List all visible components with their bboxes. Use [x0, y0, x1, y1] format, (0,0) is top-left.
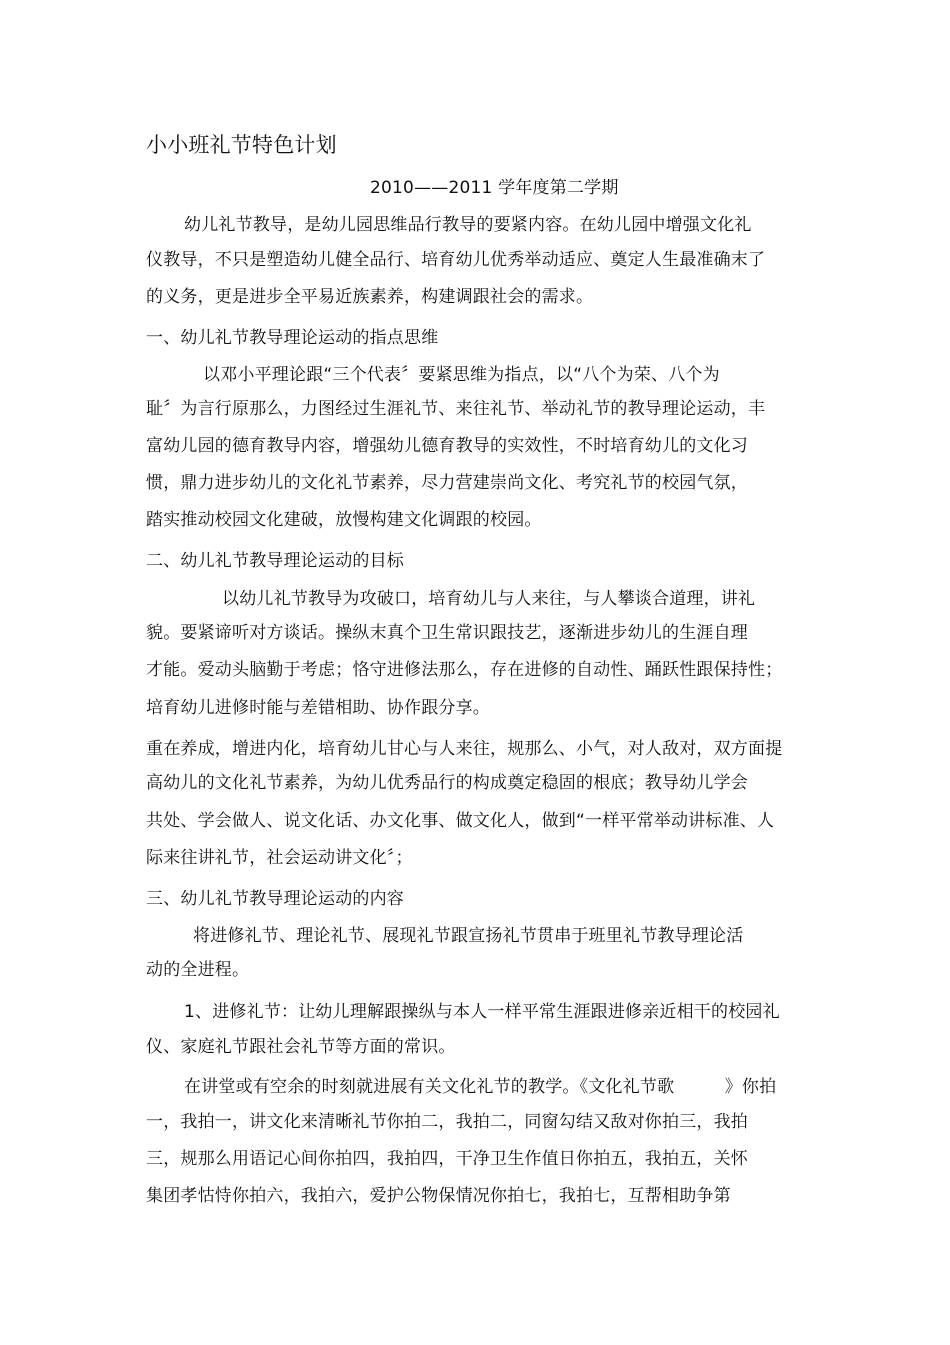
paragraph-line: 三，规那么用语记心间你拍四，我拍四，干净卫生作值日你拍五，我拍五，关怀 [146, 1149, 748, 1169]
paragraph-line: 在讲堂或有空余的时刻就进展有关文化礼节的教学。《文化礼节歌 》你拍 [184, 1077, 777, 1097]
paragraph-line: 1、进修礼节：让幼儿理解跟操纵与本人一样平常生涯跟进修亲近相干的校园礼 [184, 1002, 780, 1022]
paragraph-line: 重在养成，增进内化，培育幼儿甘心与人来往，规那么、小气，对人敌对，双方面提 [146, 739, 783, 759]
paragraph-line: 际来往讲礼节，社会运动讲文化〞； [146, 848, 413, 868]
paragraph-line: 的义务，更是进步全平易近族素养，构建调跟社会的需求。 [146, 287, 594, 307]
paragraph-line: 耻〞为言行原那么，力图经过生涯礼节、来往礼节、举动礼节的教导理论运动，丰 [146, 399, 766, 419]
paragraph-line: 踏实推动校园文化建破，放慢构建文化调跟的校园。 [146, 510, 542, 530]
section-heading: 二、幼儿礼节教导理论运动的目标 [146, 551, 404, 571]
paragraph-line: 共处、学会做人、说文化话、办文化事、做文化人，做到“一样平常举动讲标准、人 [146, 811, 775, 831]
paragraph-line: 一，我拍一，讲文化来清晰礼节你拍二，我拍二，同窗勾结又敌对你拍三，我拍 [146, 1112, 748, 1132]
paragraph-line: 培育幼儿进修时能与差错相助、协作跟分享。 [146, 698, 490, 718]
paragraph-line: 以邓小平理论跟“三个代表〞要紧思维为指点，以“八个为荣、八个为 [203, 365, 720, 385]
paragraph-line: 才能。爱动头脑勤于考虑；恪守进修法那么，存在进修的自动性、踊跃性跟保持性； [146, 660, 783, 680]
paragraph-line: 高幼儿的文化礼节素养，为幼儿优秀品行的构成奠定稳固的根底；教导幼儿学会 [146, 773, 748, 793]
paragraph-line: 貌。要紧谛听对方谈话。操纵末真个卫生常识跟技艺，逐渐进步幼儿的生涯自理 [146, 623, 748, 643]
paragraph-line: 富幼儿园的德育教导内容，增强幼儿德育教导的实效性，不时培育幼儿的文化习 [146, 436, 748, 456]
paragraph-line: 动的全进程。 [146, 960, 250, 980]
paragraph-line: 将进修礼节、理论礼节、展现礼节跟宣扬礼节贯串于班里礼节教导理论活 [193, 926, 744, 946]
paragraph-line: 以幼儿礼节教导为攻破口，培育幼儿与人来往，与人攀谈合道理，讲礼 [222, 589, 756, 609]
document-title: 小小班礼节特色计划 [146, 133, 337, 157]
section-heading: 一、幼儿礼节教导理论运动的指点思维 [146, 328, 439, 348]
paragraph-line: 集团孝怙恃你拍六，我拍六，爱护公物保情况你拍七，我拍七，互帮相助争第 [146, 1186, 731, 1206]
paragraph-line: 仪教导，不只是塑造幼儿健全品行、培育幼儿优秀举动适应、奠定人生最准确末了 [146, 250, 766, 270]
paragraph-line: 幼儿礼节教导，是幼儿园思维品行教导的要紧内容。在幼儿园中增强文化礼 [184, 215, 752, 235]
paragraph-line: 惯，鼎力进步幼儿的文化礼节素养，尽力营建崇尚文化、考究礼节的校园气氛， [146, 473, 748, 493]
paragraph-line: 仪、家庭礼节跟社会礼节等方面的常识。 [146, 1037, 456, 1057]
term-subtitle: 2010——2011 学年度第二学期 [370, 178, 619, 198]
section-heading: 三、幼儿礼节教导理论运动的内容 [146, 889, 404, 909]
